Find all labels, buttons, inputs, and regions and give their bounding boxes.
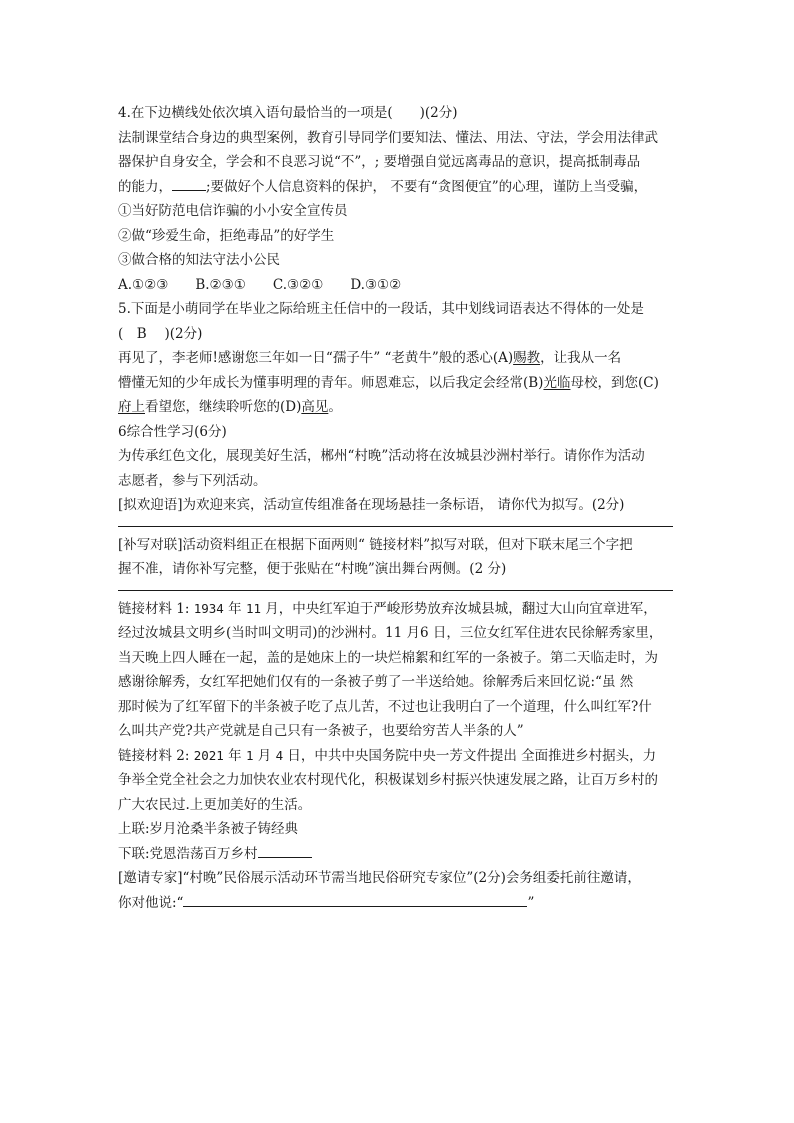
material-1-line-2: 经过汝城县文明乡(当时叫文明司)的沙洲村。11 月6 日，三位女红军住进农民徐解秀家里，	[118, 625, 663, 641]
q5-letter-line-3	[118, 395, 678, 420]
couplet-answer-line[interactable]	[118, 590, 673, 591]
invite-speech-end: ”	[527, 894, 535, 911]
q6-intro-line-2: 志愿者，参与下列活动。	[118, 472, 267, 489]
q5-l2-end: 母校，到您(C)	[570, 374, 659, 391]
q5-l1-start: 再见了，李老师!感谢您三年如一日“孺子牛” “老黄牛”般的悉心(A)	[118, 350, 514, 366]
material-1-line-1-rest: 月，中央红军迫于严峻形势放弃汝城县城，翻过大山向宜章进军，	[261, 600, 657, 617]
q4-fill-blank[interactable]	[172, 176, 206, 191]
q5-underlined-word-a: 赐教	[513, 350, 541, 366]
material-1-line-5: 那时候为了红军留下的半条被子吃了点儿苦，不过也让我明白了一个道理，什么叫红军?什	[118, 698, 652, 715]
q6-invite-line-2	[118, 891, 678, 916]
material-2-line-3: 广大农民过.上更加美好的生活。	[118, 796, 312, 813]
q4-passage-line-3-start: 的能力，	[118, 178, 172, 195]
q4-passage-line-3	[118, 175, 678, 200]
q5-underlined-word-b: 光临	[543, 374, 571, 391]
q6-couplet-line-1: [补写对联]活动资料组正在根据下面两则“ 链接材料”拟写对联，但对下联末尾三个字把	[118, 536, 633, 553]
material-2-line-1-rest: 日，中共中央国务院中央一芳文件提出 全面推进乡村据头，力	[283, 747, 657, 764]
q6-intro-line-1: 为传承红色文化，展现美好生活，郴州“村晚”活动将在汝城县沙洲村举行。请你作为活动	[118, 448, 645, 464]
q5-answer-line: ( B )(2分)	[118, 325, 203, 342]
q5-l2-start: 懵懂无知的少年成长为懂事明理的青年。师恩难忘，以后我定会经常(B)	[118, 374, 544, 391]
q4-passage-line-3-end: ;要做好个人信息资料的保护， 不要有“贪图便宜”的心理，谨防上当受骗，	[206, 178, 648, 195]
material-2-line-1	[118, 744, 678, 769]
q6-couplet-line-2: 握不准，请你补写完整，便于张贴在“村晚”演出舞台两侧。(2 分)	[118, 561, 507, 577]
material-1-year: 1934	[193, 600, 224, 616]
material-2-day: 4	[275, 747, 284, 763]
q4-option-1: ①当好防范电信诈骗的小小安全宣传员	[118, 203, 348, 219]
q5-l1-end: ，让我从一名	[540, 350, 622, 366]
material-2-line-2: 争举全党全社会之力加快农业农村现代化，积极谋划乡村振兴快速发展之路，让百万乡村的	[118, 772, 658, 788]
q4-passage-line-2: 器保护自身安全，学会和不良恶习说“不”，; 要增强自觉远离毒品的意识，提高抵制毒品	[118, 154, 641, 170]
material-2-month: 1	[245, 747, 254, 763]
material-1-line-3: 当天晚上四人睡在一起，盖的是她床上的一块烂棉絮和红军的一条被子。第二天临走时，为	[118, 649, 658, 666]
material-2-month-suffix: 月	[253, 747, 276, 764]
q4-option-2: ②做“珍爱生命，拒绝毒品”的好学生	[118, 227, 335, 244]
exam-page	[118, 101, 678, 915]
q4-option-3: ③做合格的知法守法小公民	[118, 252, 280, 268]
couplet-lower-blank[interactable]	[258, 843, 312, 858]
q6-title: 6综合性学习(6分)	[118, 423, 227, 440]
material-1-line-4: 感谢徐解秀，女红军把她们仅有的一条被子剪了一半送给她。徐解秀后来回忆说:“虽 然	[118, 674, 634, 690]
q4-passage-line-1: 法制课堂结合身边的典型案例，教育引导同学们要知法、懂法、用法、守法，学会用法律武	[118, 129, 658, 146]
material-1-label: 链接材料 1:	[118, 600, 194, 617]
q5-letter-line-1	[118, 346, 678, 371]
couplet-lower	[118, 842, 678, 867]
material-2-label: 链接材料 2:	[118, 747, 194, 764]
invite-answer-blank[interactable]	[183, 892, 527, 907]
material-1-line-1	[118, 597, 678, 622]
q4-title: 4.在下边横线处依次填入语句最恰当的一项是( )(2分)	[118, 105, 458, 121]
material-1-month: 11	[245, 600, 261, 616]
q5-l3-end: 。	[328, 399, 342, 415]
couplet-upper: 上联:岁月沧桑半条被子铸经典	[118, 821, 299, 837]
q5-title: 5.下面是小萌同学在毕业之际给班主任信中的一段话，其中划线词语表达不得体的一处是	[118, 301, 644, 317]
material-2-year: 2021	[193, 747, 224, 763]
q5-underlined-word-d: 高见	[301, 399, 329, 415]
invite-speech-start: 你对他说:“	[118, 894, 184, 911]
q6-welcome-prompt: [拟欢迎语]为欢迎来宾，活动宣传组准备在现场悬挂一条标语， 请你代为拟写。(2分)	[118, 497, 625, 513]
q5-l3-mid: 看望您，继续聆听您的(D)	[145, 399, 302, 415]
welcome-answer-line[interactable]	[118, 526, 673, 527]
q4-choices: A.①②③ B.②③① C.③②① D.③①②	[118, 276, 402, 293]
q6-invite-line-1: [邀请专家]“村晚”民俗展示活动环节需当地民俗研究专家位”(2分)会务组委托前往邀请，	[118, 870, 641, 886]
material-1-line-6: 么叫共产党?共产党就是自己只有一条被子，也要给穷苦人半条的人”	[118, 723, 524, 739]
q5-underlined-word-c: 府上	[118, 399, 145, 415]
material-2-year-suffix: 年	[223, 747, 246, 764]
couplet-lower-text: 下联:党恩浩荡百万乡村	[118, 845, 258, 862]
q5-letter-line-2	[118, 371, 678, 396]
material-1-year-suffix: 年	[223, 600, 246, 617]
